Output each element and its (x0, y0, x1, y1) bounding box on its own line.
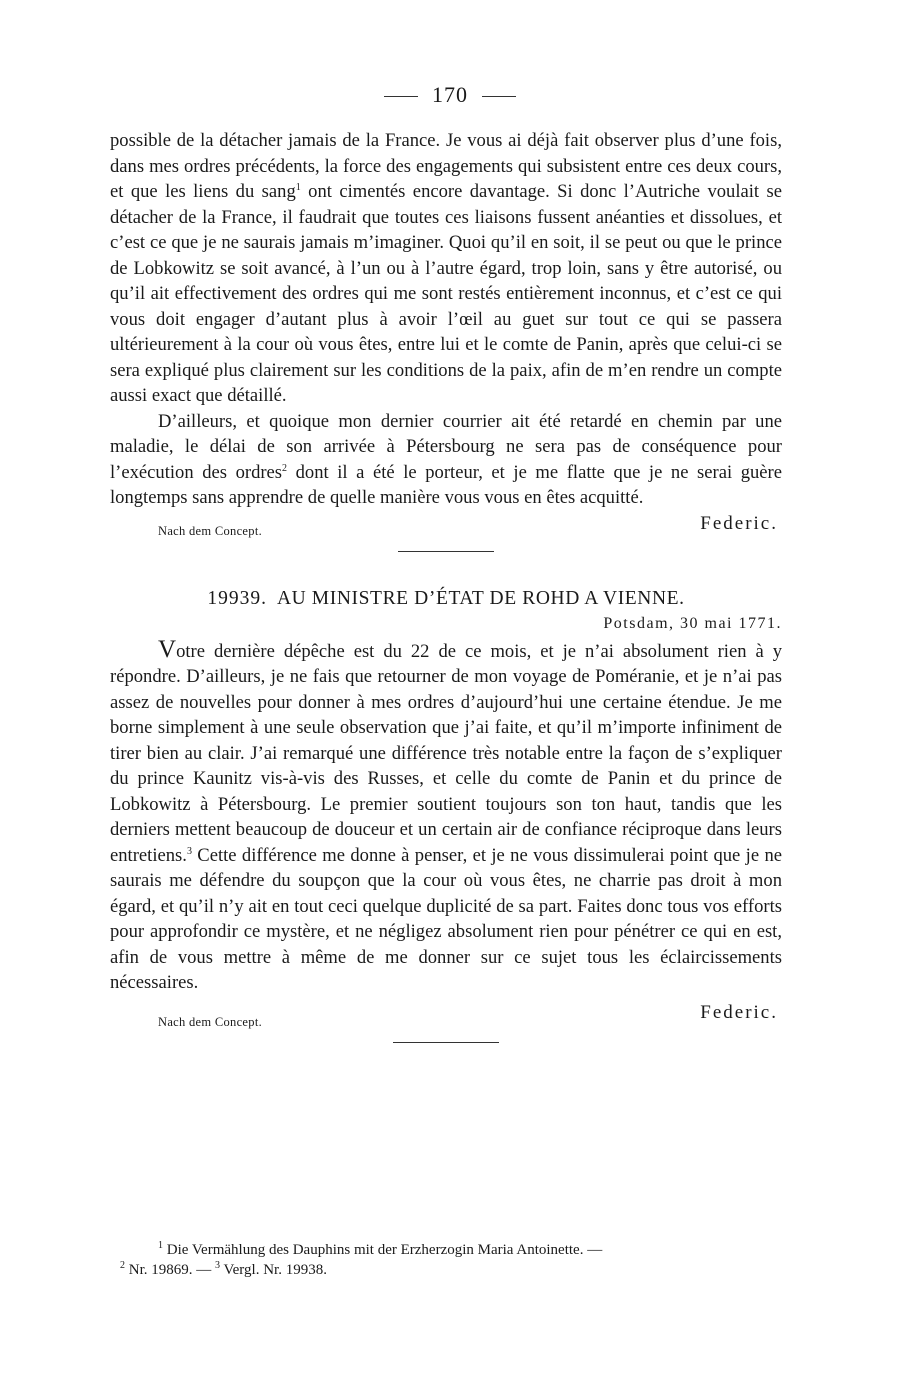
footnote-ref-3: 3 (186, 845, 192, 857)
header-dash-left (384, 96, 418, 97)
paragraph-text: otre dernière dépêche est du 22 de ce mois, et je n’ai absolument rien à y répondre. D’ailleurs, je ne fais que retourner de mon voyage de Poméranie, et je n’ai pas assez de nouvelles pour donner à mes ordres d’aujourd’hui une certaine étendue. Je me borne simplement à une seule observation que j’ai faite, et qu’il m’importe infiniment de tirer bien au clair. J’ai remarqué une différence très notable entre la façon de s’expliquer du prince Kaunitz vis-à-vis des Russes, et celle du comte de Panin et du prince de Lobkowitz à Pétersbourg. Le premier soutient toujours son ton haut, tandis que les derniers mettent beaucoup de douceur et un certain air de confiance réciproque dans leurs entretiens. (110, 640, 782, 866)
letter-1 (110, 128, 782, 1043)
footnote-number: 3 (215, 1260, 220, 1271)
paragraph-text: possible de la détacher jamais de la France. Je vous ai déjà fait observer plus d’une fois, dans mes ordres précédents, la force des engagements qui subsistent entre ces deux cours, et que les liens du sang (110, 130, 782, 202)
page-header (0, 82, 900, 108)
dateline: Potsdam, 30 mai 1771. (603, 615, 782, 632)
header-dash-right (482, 96, 516, 97)
letter-1-closing (110, 511, 782, 541)
signature: Federic. (700, 512, 778, 534)
footnote-1 (120, 1240, 780, 1260)
footnote-number: 1 (158, 1240, 163, 1251)
footnote-text: Die Vermählung des Dauphins mit der Erzherzogin Maria Antoinette. — (163, 1242, 603, 1258)
source-note: Nach dem Concept. (158, 1014, 263, 1029)
signature: Federic. (700, 1001, 778, 1023)
footnote-ref-2: 2 (282, 462, 288, 474)
letter-2-heading (110, 586, 782, 612)
source-note: Nach dem Concept. (158, 523, 263, 538)
letter-title: AU MINISTRE D’ÉTAT DE ROHD A VIENNE. (276, 587, 685, 609)
footnote-2-3 (120, 1260, 780, 1280)
footnote-text: Nr. 19869. — (125, 1262, 215, 1278)
footnote-text: Vergl. Nr. 19938. (220, 1262, 327, 1278)
letter-number: 19939. (207, 587, 267, 609)
letter-1-paragraph-2 (110, 409, 782, 511)
page-number: 170 (432, 82, 468, 107)
letter-1-paragraph-1 (110, 128, 782, 409)
paragraph-text: dont il a été le porteur, et je me flatte que je ne serai guère longtemps sans apprendre de quelle manière vous vous en êtes acquitté. (110, 461, 782, 508)
footnote-divider (393, 1042, 499, 1043)
initial-letter: V (158, 635, 177, 663)
footnotes (120, 1240, 780, 1280)
footnote-number: 2 (120, 1260, 125, 1271)
letter-2-paragraph (110, 637, 782, 996)
paragraph-text: D’ailleurs, et quoique mon dernier courrier ait été retardé en chemin par une maladie, le délai de son arrivée à Pétersbourg ne sera pas de conséquence pour l’exécution des ordres (110, 410, 782, 483)
letter-2-closing (110, 996, 782, 1030)
paragraph-text: Cette différence me donne à penser, et je ne vous dissimulerai point que je ne saurais me défendre du soupçon que la cour où vous êtes, ne charrie pas droit à mon égard, et qu’il n’y ait en tout ceci quelque duplicité de sa part. Faites donc tous vos efforts pour approfondir ce mystère, et ne négligez absolument rien pour pénétrer ce qui en est, afin de vous mettre à même de me donner sur ce sujet tous les éclaircissements nécessaires. (110, 844, 782, 993)
footnote-ref-1: 1 (295, 181, 301, 193)
paragraph-text: ont cimentés encore davantage. Si donc l’Autriche voulait se détacher de la France, il faudrait que toutes ces liaisons fussent anéanties et dissolues, et c’est ce que je ne saurais jamais m’imaginer. Quoi qu’il en soit, il se peut ou que le prince de Lobkowitz se soit avancé, à l’un ou à l’autre égard, trop loin, sans y être autorisé, ou qu’il ait effectivement des ordres qui me sont restés entièrement inconnus, et c’est ce qui vous doit engager d’autant plus à avoir l’œil au guet sur tout ce qui se passera ultérieurement à la cour où vous êtes, entre lui et le comte de Panin, après que celui-ci se sera expliqué plus clairement sur les conditions de la paix, afin de m’en rendre un compte aussi exact que détaillé. (110, 181, 782, 406)
